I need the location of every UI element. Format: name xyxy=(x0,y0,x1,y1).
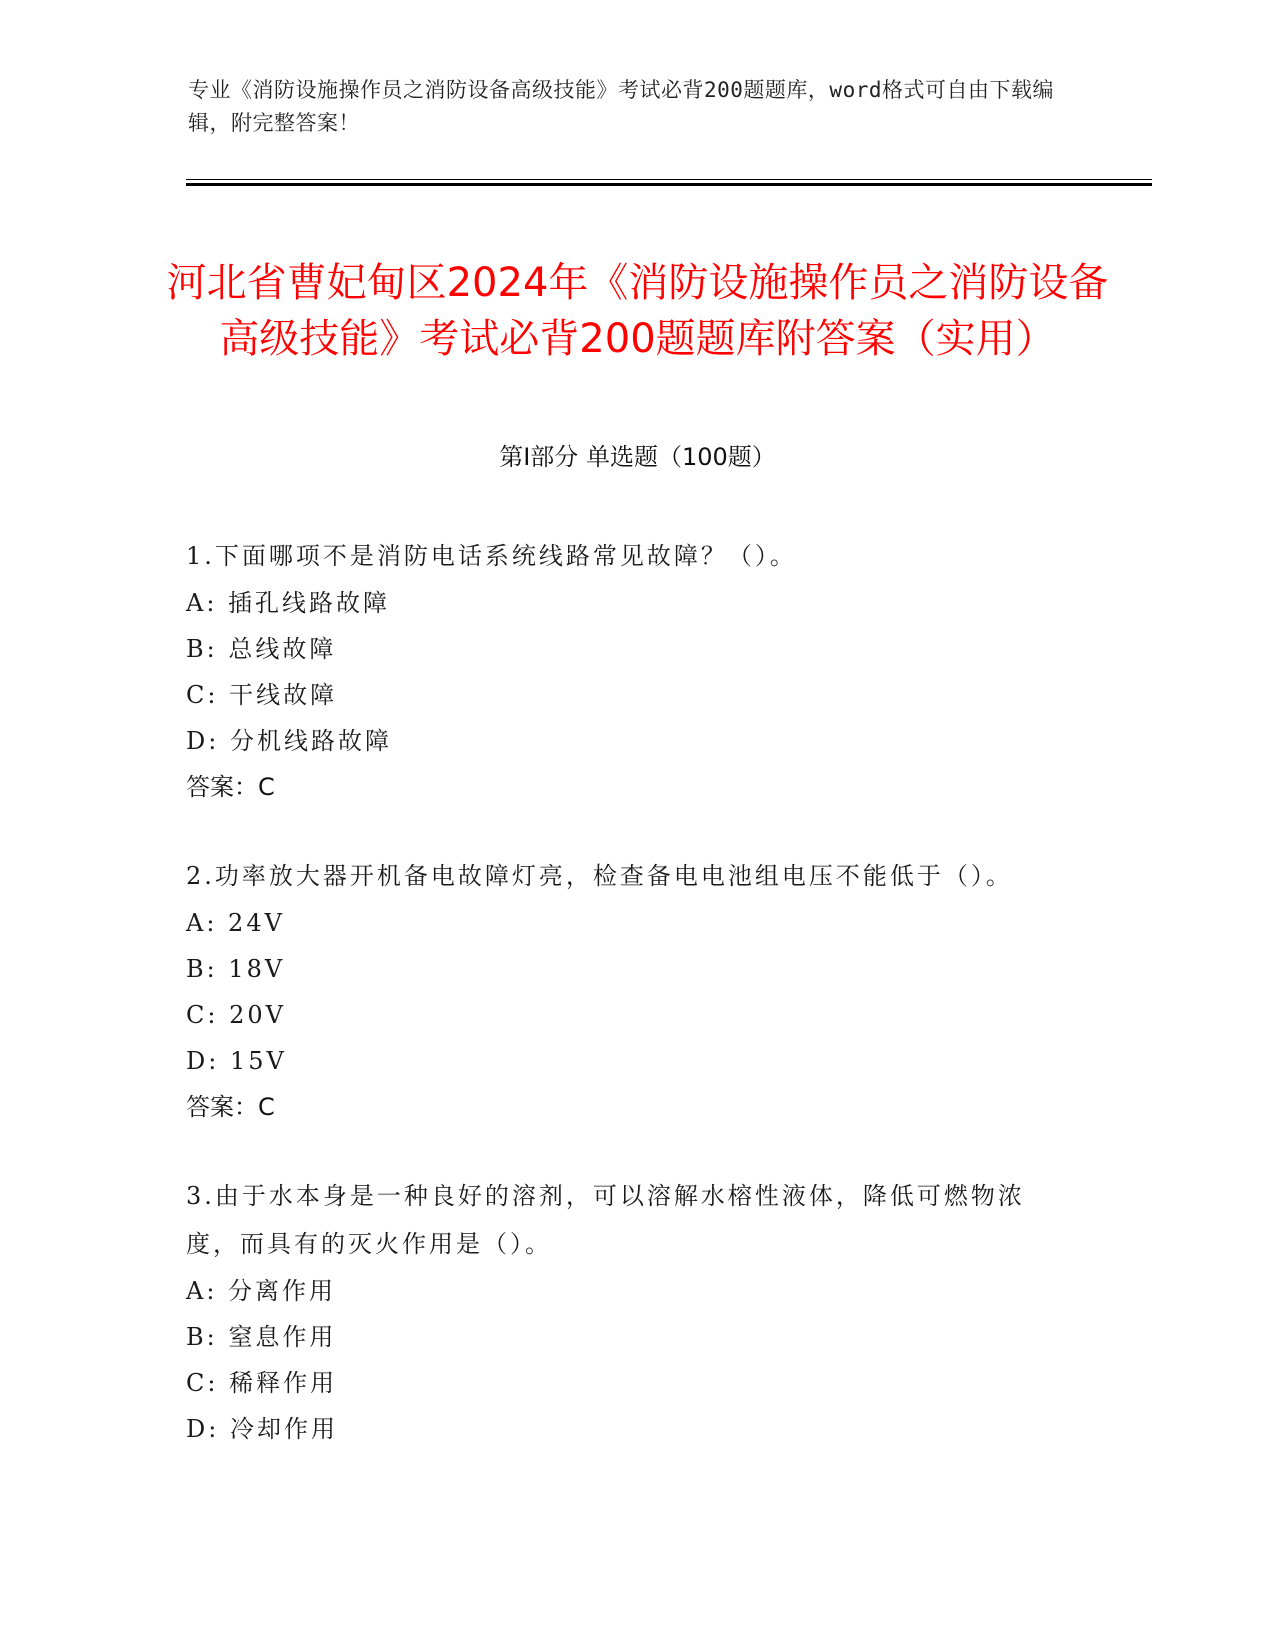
option-b: B: 18V xyxy=(186,955,286,983)
question-list xyxy=(186,532,1066,1452)
header-note: 专业《消防设施操作员之消防设备高级技能》考试必背200题题库，word格式可自由下载编辑，附完整答案！ xyxy=(188,78,1054,135)
option-a: A: 分离作用 xyxy=(186,1277,337,1305)
answer: 答案：C xyxy=(186,1093,275,1121)
question-3 xyxy=(186,1172,1066,1452)
answer: 答案：C xyxy=(186,773,275,801)
question-2 xyxy=(186,852,1066,1130)
option-d: D: 分机线路故障 xyxy=(186,727,392,755)
option-a: A: 24V xyxy=(186,909,285,937)
option-a: A: 插孔线路故障 xyxy=(186,589,391,617)
option-c: C: 干线故障 xyxy=(186,681,338,709)
option-c: C: 稀释作用 xyxy=(186,1369,338,1397)
option-d: D: 冷却作用 xyxy=(186,1415,338,1443)
section-heading: 第I部分 单选题（100题） xyxy=(499,443,776,471)
question-spacer xyxy=(186,810,1066,852)
option-b: B: 窒息作用 xyxy=(186,1323,337,1351)
option-d: D: 15V xyxy=(186,1047,287,1075)
document-title: 河北省曹妃甸区2024年《消防设施操作员之消防设备高级技能》考试必背200题题库附答案（实用） xyxy=(166,259,1109,362)
header-rule-thin xyxy=(186,179,1152,180)
option-b: B: 总线故障 xyxy=(186,635,337,663)
option-c: C: 20V xyxy=(186,1001,286,1029)
header-rule-thick xyxy=(186,183,1152,186)
question-spacer xyxy=(186,1130,1066,1172)
question-stem: 1.下面哪项不是消防电话系统线路常见故障？（）。 xyxy=(186,542,797,570)
question-stem: 3.由于水本身是一种良好的溶剂，可以溶解水榕性液体，降低可燃物浓度，而具有的灭火作用是（）。 xyxy=(186,1182,1025,1258)
question-stem: 2.功率放大器开机备电故障灯亮，检查备电电池组电压不能低于（）。 xyxy=(186,862,1013,890)
question-1 xyxy=(186,532,1066,810)
